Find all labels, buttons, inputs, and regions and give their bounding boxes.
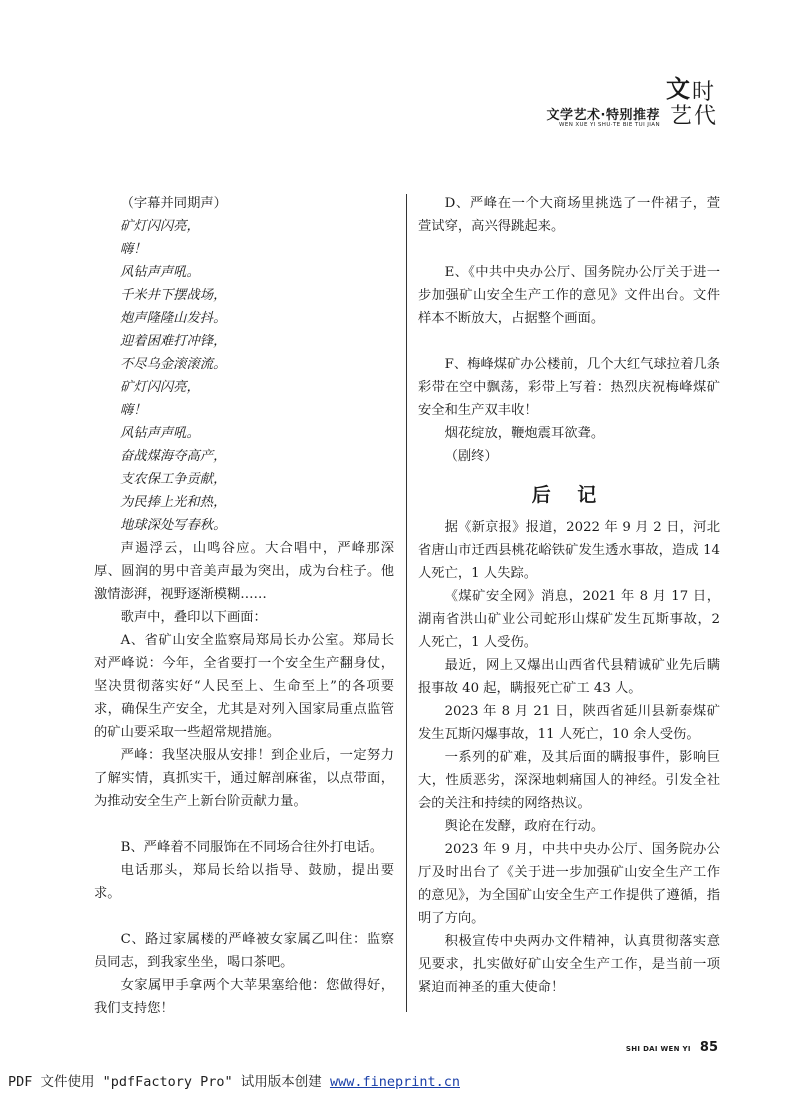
magazine-name: SHI DAI WEN YI <box>625 1045 691 1053</box>
poem-line: 千米井下摆战场， <box>120 288 227 303</box>
scene-paragraph: E、《中共中央办公厅、国务院办公厅关于进一步加强矿山安全生产工作的意见》文件出台。文件样本不断放大，占据整个画面。 <box>418 265 720 326</box>
scene-paragraph: F、梅峰煤矿办公楼前，几个大红气球拉着几条彩带在空中飘荡，彩带上写着：热烈庆祝梅峰煤矿安全和生产双丰收！ <box>418 357 720 418</box>
column-divider <box>406 194 407 1012</box>
scene-paragraph: D、严峰在一个大商场里挑选了一件裙子，萱萱试穿，高兴得跳起来。 <box>418 196 720 234</box>
lyrics-caption: （字幕并同期声） <box>120 196 227 211</box>
logo-char: 代 <box>694 104 717 129</box>
right-column <box>418 192 720 999</box>
logo-char: 文 <box>666 74 690 103</box>
poem-line: 奋战煤海夺高产， <box>120 449 227 464</box>
poem-line: 矿灯闪闪亮， <box>120 380 200 395</box>
pdf-watermark-note <box>8 1070 460 1090</box>
page-number: 85 <box>699 1040 718 1055</box>
spacer <box>418 330 720 353</box>
paragraph: 严峰：我坚决服从安排！到企业后，一定努力了解实情，真抓实干，通过解剖麻雀，以点带面，为推动安全生产上新台阶贡献力量。 <box>94 748 394 809</box>
poem-line: 矿灯闪闪亮， <box>120 219 200 234</box>
paragraph: 女家属甲手拿两个大苹果塞给他：您做得好，我们支持您！ <box>94 978 394 1016</box>
afterword-paragraph: 据《新京报》报道，2022 年 9 月 2 日，河北省唐山市迁西县桃花峪铁矿发生透水事故，造成 14 人死亡，1 人失踪。 <box>418 520 720 581</box>
poem <box>94 215 394 537</box>
poem-line: 不尽乌金滚滚流。 <box>120 357 227 372</box>
magazine-logo <box>664 74 720 134</box>
afterword-paragraph: 2023 年 8 月 21 日，陕西省延川县新泰煤矿发生瓦斯闪爆事故，11 人死亡，10 余人受伤。 <box>418 704 720 742</box>
poem-line: 为民捧上光和热， <box>120 495 227 510</box>
afterword-paragraph: 最近，网上又爆出山西省代县精诚矿业先后瞒报事故 40 起，瞒报死亡矿工 43 人。 <box>418 658 720 696</box>
page-footer <box>626 1036 718 1055</box>
logo-char: 时 <box>692 80 715 105</box>
logo-char: 艺 <box>670 104 693 129</box>
afterword-paragraph: 一系列的矿难，及其后面的瞒报事件，影响巨大，性质恶劣，深深地刺痛国人的神经。引发全社会的关注和持续的网络热议。 <box>418 750 720 811</box>
afterword-paragraph: 积极宣传中央两办文件精神，认真贯彻落实意见要求，扎实做好矿山安全生产工作，是当前一项紧迫而神圣的重大使命！ <box>418 934 720 995</box>
poem-line: 风钻声声吼。 <box>120 265 200 280</box>
paragraph: C、路过家属楼的严峰被女家属乙叫住：监察员同志，到我家坐坐，喝口茶吧。 <box>94 932 394 970</box>
afterword-paragraph: 《煤矿安全网》消息，2021 年 8 月 17 日，湖南省洪山矿业公司蛇形山煤矿发生瓦斯事故，2 人死亡，1 人受伤。 <box>418 589 720 650</box>
poem-line: 嗨！ <box>120 403 147 418</box>
afterword-paragraph: 舆论在发酵，政府在行动。 <box>444 819 605 834</box>
spacer <box>94 813 394 836</box>
scene-paragraph: 烟花绽放，鞭炮震耳欲聋。 <box>444 426 605 441</box>
scene-paragraph: （剧终） <box>444 449 498 464</box>
poem-line: 风钻声声吼。 <box>120 426 200 441</box>
paragraph: 声遏浮云，山鸣谷应。大合唱中，严峰那深厚、圆润的男中音美声最为突出，成为台柱子。他激情澎湃，视野逐渐模糊…… <box>94 541 394 602</box>
poem-line: 支农保工争贡献， <box>120 472 227 487</box>
pdf-note-text: PDF 文件使用 "pdfFactory Pro" 试用版本创建 <box>8 1074 322 1090</box>
left-column <box>94 192 394 1020</box>
fineprint-link[interactable]: www.fineprint.cn <box>329 1074 460 1090</box>
paragraph: 歌声中，叠印以下画面： <box>120 610 267 625</box>
spacer <box>94 905 394 928</box>
paragraph: A、省矿山安全监察局郑局长办公室。郑局长对严峰说：今年，全省要打一个安全生产翻身仗，坚决贯彻落实好“人民至上、生命至上”的各项要求，确保生产安全，尤其是对列入国家局重点监管的矿山要采取一些超常规措施。 <box>94 633 394 740</box>
poem-line: 迎着困难打冲锋， <box>120 334 227 349</box>
page-header <box>420 76 720 136</box>
section-subtitle-pinyin: WEN XUE YI SHU·TE BIE TUI JIAN <box>558 122 660 128</box>
poem-line: 嗨！ <box>120 242 147 257</box>
section-title: 文学艺术·特别推荐 <box>546 108 660 123</box>
poem-line: 地球深处写春秋。 <box>120 518 227 533</box>
paragraph: 电话那头，郑局长给以指导、鼓励，提出要求。 <box>94 863 394 901</box>
paragraph: B、严峰着不同服饰在不同场合往外打电话。 <box>120 840 384 855</box>
afterword-title: 后 记 <box>531 484 607 506</box>
afterword-paragraph: 2023 年 9 月，中共中央办公厅、国务院办公厅及时出台了《关于进一步加强矿山安全生产工作的意见》，为全国矿山安全生产工作提供了遵循，指明了方向。 <box>418 842 720 926</box>
spacer <box>418 238 720 261</box>
poem-line: 炮声隆隆山发抖。 <box>120 311 227 326</box>
